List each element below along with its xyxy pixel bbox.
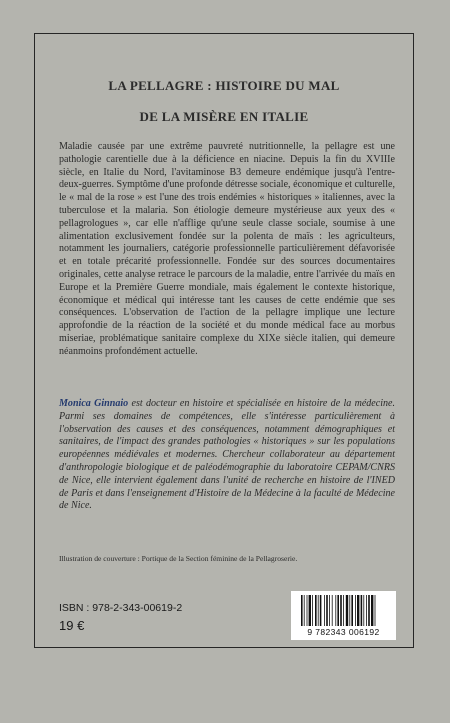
barcode-bar (340, 595, 342, 626)
author-bio (59, 398, 395, 513)
barcode-bar (307, 595, 308, 626)
isbn-label: ISBN : 978-2-343-00619-2 (59, 602, 183, 614)
barcode-bar (368, 595, 370, 626)
barcode-number: 9 782343 006192 (307, 627, 380, 637)
barcode-bar (337, 595, 339, 626)
description-text: Maladie causée par une extrême pauvreté nutritionnelle, la pellagre est une pathologie carentielle due à la déficience en niacine. Depuis la fin du XVIIIe siècle, en Italie du Nord, l'avitaminose B3 demeure endémique jusqu'à l'entre-deux-guerres. Symptôme d'une profonde détresse sociale, économique et culturelle, le « mal de la rose » est l'une des trois endémies « historiques » italiennes, avec la tuberculose et la malaria. Son étiologie demeure mystérieuse aux yeux des « pellagrologues », car elle n'afflige qu'une seule classe sociale, soumise à une alimentation exclusivement fondée sur la polenta de maïs : les agriculteurs, notamment les journaliers, catégorie professionnelle particulièrement défavorisée et en totale précarité professionnelle. Fondée sur des sources documentaires originales, cette analyse retrace le parcours de la maladie, entre l'arrivée du maïs en Europe et la Première Guerre mondiale, mais également le contexte historique, économique et médical qui intéresse tant les causes de cette endémie que ses conséquences. L'observation de l'action de la pellagre implique une lecture approfondie de la réaction de la société et du monde médical face au morbus miseriae, problématique sanitaire complexe du XIXe siècle italien, qui demeure néanmoins profondément actuelle. (59, 141, 395, 357)
barcode-bar (343, 595, 344, 626)
barcode-bar (301, 595, 303, 626)
barcode-bar (332, 595, 333, 626)
barcode-bar (320, 595, 322, 626)
barcode-bar (329, 595, 330, 626)
barcode-bar (357, 595, 359, 626)
barcode-bar (318, 595, 319, 626)
barcode-bar (304, 595, 305, 626)
author-name: Monica Ginnaio (59, 398, 129, 409)
barcode-bar (375, 595, 376, 626)
barcode-bar (312, 595, 313, 626)
barcode-bar (324, 595, 325, 626)
barcode (291, 591, 396, 640)
barcode-bar (355, 595, 356, 626)
barcode-bar (326, 595, 328, 626)
barcode-bar (361, 595, 363, 626)
barcode-bar (315, 595, 317, 626)
barcode-bar (346, 595, 348, 626)
barcode-bar (351, 595, 353, 626)
barcode-bars (300, 595, 387, 626)
illustration-credit: Illustration de couverture : Portique de la Section féminine de la Pellagroserie. (59, 554, 298, 563)
author-bio-text: est docteur en histoire et spécialisée en histoire de la médecine. Parmi ses domaines de compétences, elle s'intéresse particulièrement à l'observation des causes et des conséquences, notamment démographiques et sanitaires, de l'impact des grandes pathologies « historiques » sur les populations européennes médiévales et modernes. Chercheur collaborateur au département d'anthropologie biologique et de paléodémographie du laboratoire CEPAM/CNRS de Nice, elle intervient également dans l'unité de recherche en histoire de l'INED de Paris et dans l'enseignement d'Histoire de la Médecine à la faculté de Médecine de Nice. (59, 398, 396, 512)
barcode-bar (366, 595, 367, 626)
title-line-2: DE LA MISÈRE EN ITALIE (139, 109, 309, 124)
barcode-bar (349, 595, 350, 626)
price-label: 19 € (59, 618, 85, 633)
barcode-bar (309, 595, 311, 626)
title-line-1: LA PELLAGRE : HISTOIRE DU MAL (108, 78, 340, 93)
barcode-bar (371, 595, 373, 626)
barcode-bar (335, 595, 336, 626)
barcode-bar (363, 595, 364, 626)
